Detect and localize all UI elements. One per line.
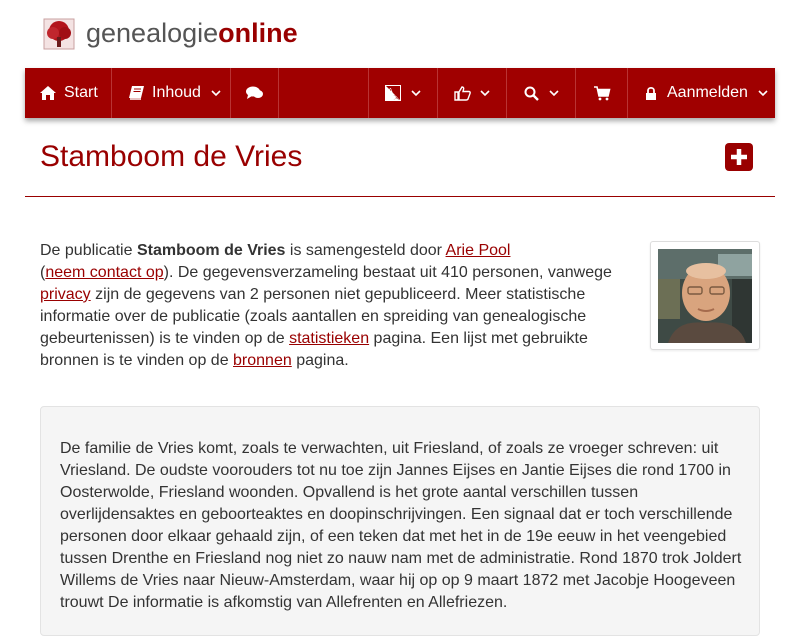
site-logo[interactable] xyxy=(44,18,298,49)
comments-icon xyxy=(247,85,263,101)
nav-language[interactable] xyxy=(368,68,438,118)
thumbs-up-icon xyxy=(454,85,470,101)
publication-intro: De publicatie Stamboom de Vries is samengesteld door Arie Pool (neem contact op). De gegevensverzameling bestaat uit 410 personen, vanwege privacy zijn de gegevens van 2 personen niet gepubliceerd. Meer statistische informatie over de publicatie (zoals aantallen en spreiding van genealogische gebeurtenissen) is te vinden op de statistieken pagina. Een lijst met gebruikte bronnen is te vinden op de bronnen pagina. xyxy=(40,242,612,369)
nav-forum[interactable] xyxy=(231,68,279,118)
chevron-down-icon xyxy=(411,90,421,97)
title-divider xyxy=(25,196,775,197)
nav-login[interactable] xyxy=(628,68,775,118)
nav-login-label: Aanmelden xyxy=(667,84,748,101)
nav-cart[interactable] xyxy=(576,68,628,118)
description-box xyxy=(40,406,760,636)
site-name: genealogieonline xyxy=(86,18,298,48)
nav-share[interactable] xyxy=(438,68,507,118)
sources-link[interactable]: bronnen xyxy=(233,352,292,369)
publication-name: Stamboom de Vries xyxy=(136,242,286,259)
book-icon xyxy=(128,85,144,101)
svg-text:文: 文 xyxy=(393,94,400,101)
plus-icon xyxy=(729,147,749,167)
svg-text:A: A xyxy=(388,87,393,95)
lock-icon xyxy=(643,85,659,101)
home-icon xyxy=(40,85,56,101)
chevron-down-icon xyxy=(758,90,768,97)
privacy-link[interactable]: privacy xyxy=(40,286,91,303)
nav-start[interactable] xyxy=(25,68,112,118)
author-avatar-frame[interactable] xyxy=(650,241,760,350)
statistics-link[interactable]: statistieken xyxy=(289,330,370,347)
author-link[interactable]: Arie Pool xyxy=(445,242,511,259)
chevron-down-icon xyxy=(211,90,221,97)
contact-link[interactable]: neem contact op xyxy=(45,264,164,281)
search-icon xyxy=(523,85,539,101)
nav-inhoud-label: Inhoud xyxy=(152,84,201,101)
language-icon xyxy=(385,85,401,101)
nav-inhoud[interactable] xyxy=(112,68,231,118)
page-title: Stamboom de Vries xyxy=(40,140,303,173)
nav-start-label: Start xyxy=(64,84,98,101)
chevron-down-icon xyxy=(549,90,559,97)
description-text: De familie de Vries komt, zoals te verwachten, uit Friesland, of zoals ze vroeger schreven: uit Vriesland. De oudste voorouders tot nu toe zijn Jannes Eijses en Jantie Eijses die rond 1700 in Oosterwolde, Friesland woonden. Opvallend is het grote aantal verschillen tussen overlijdensaktes en geboorteaktes en doopinschrijvingen. Een signaal dat er toch verschillende personen door elkaar gehaald zijn, of een teken dat met het in de 19e eeuw in het veengebied tussen Drenthe en Friesland nog niet zo nauw nam met de administratie. Rond 1870 trok Joldert Willems de Vries naar Nieuw-Amsterdam, waar hij op op 9 maart 1872 met Jacobje Hoogeveen trouwt De informatie is afkomstig van Allefrenten en Allefriezen. xyxy=(60,440,742,611)
chevron-down-icon xyxy=(480,90,490,97)
cart-icon xyxy=(594,85,610,101)
nav-search[interactable] xyxy=(507,68,576,118)
main-navbar xyxy=(25,68,775,118)
author-avatar xyxy=(658,249,752,343)
add-button[interactable] xyxy=(725,143,753,171)
tree-logo-icon xyxy=(44,19,74,49)
nav-spacer xyxy=(279,68,368,118)
